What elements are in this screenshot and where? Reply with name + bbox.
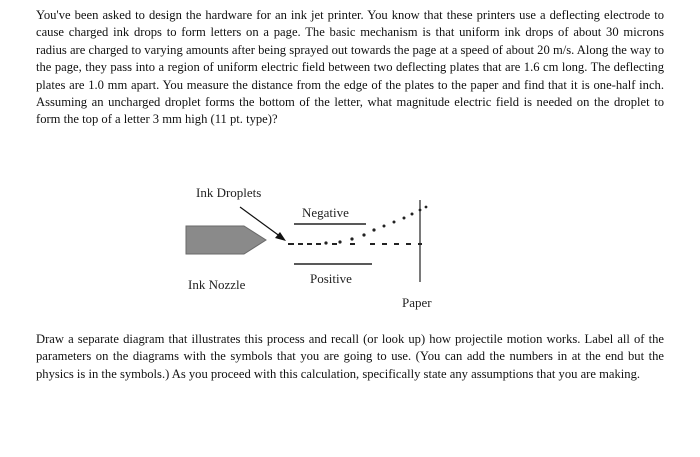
undeflected-droplet-path: [288, 243, 422, 245]
negative-label: Negative: [302, 205, 349, 220]
inkjet-diagram: [180, 180, 480, 320]
ink-nozzle-shape: [186, 226, 266, 254]
ink-droplets-label: Ink Droplets: [196, 185, 262, 200]
problem-statement: You've been asked to design the hardware for an ink jet printer. You know that these printers use a deflecting electrode to cause charged ink drops to form letters on a page. The basic mechanism is that uniform ink drops of about 30 microns radius are charged to varying amounts after being sprayed out towards the page at a speed of about 20 m/s. Along the way to the page, they pass into a region of uniform electric field between two deflecting plates that are 1.6 cm long. The deflecting plates are 1.0 mm apart. You measure the distance from the edge of the plates to the paper and find that it is one-half inch. Assuming an uncharged droplet forms the bottom of the letter, what magnitude electric field is needed on the droplet to form the top of a letter 3 mm high (11 pt. type)?: [36, 8, 664, 127]
paper-label: Paper: [402, 295, 432, 310]
inkjet-diagram-drawing: [180, 180, 480, 320]
positive-label: Positive: [310, 271, 352, 286]
instructions-paragraph: Draw a separate diagram that illustrates this process and recall (or look up) how projectile motion works. Label all of the parameters on the diagrams with the symbols that you are going to use. (You can add the numbers in at the end but the physics is in the symbols.) As you proceed with this calculation, specifically state any assumptions that you are making.: [36, 332, 664, 381]
ink-nozzle-label: Ink Nozzle: [188, 277, 246, 292]
